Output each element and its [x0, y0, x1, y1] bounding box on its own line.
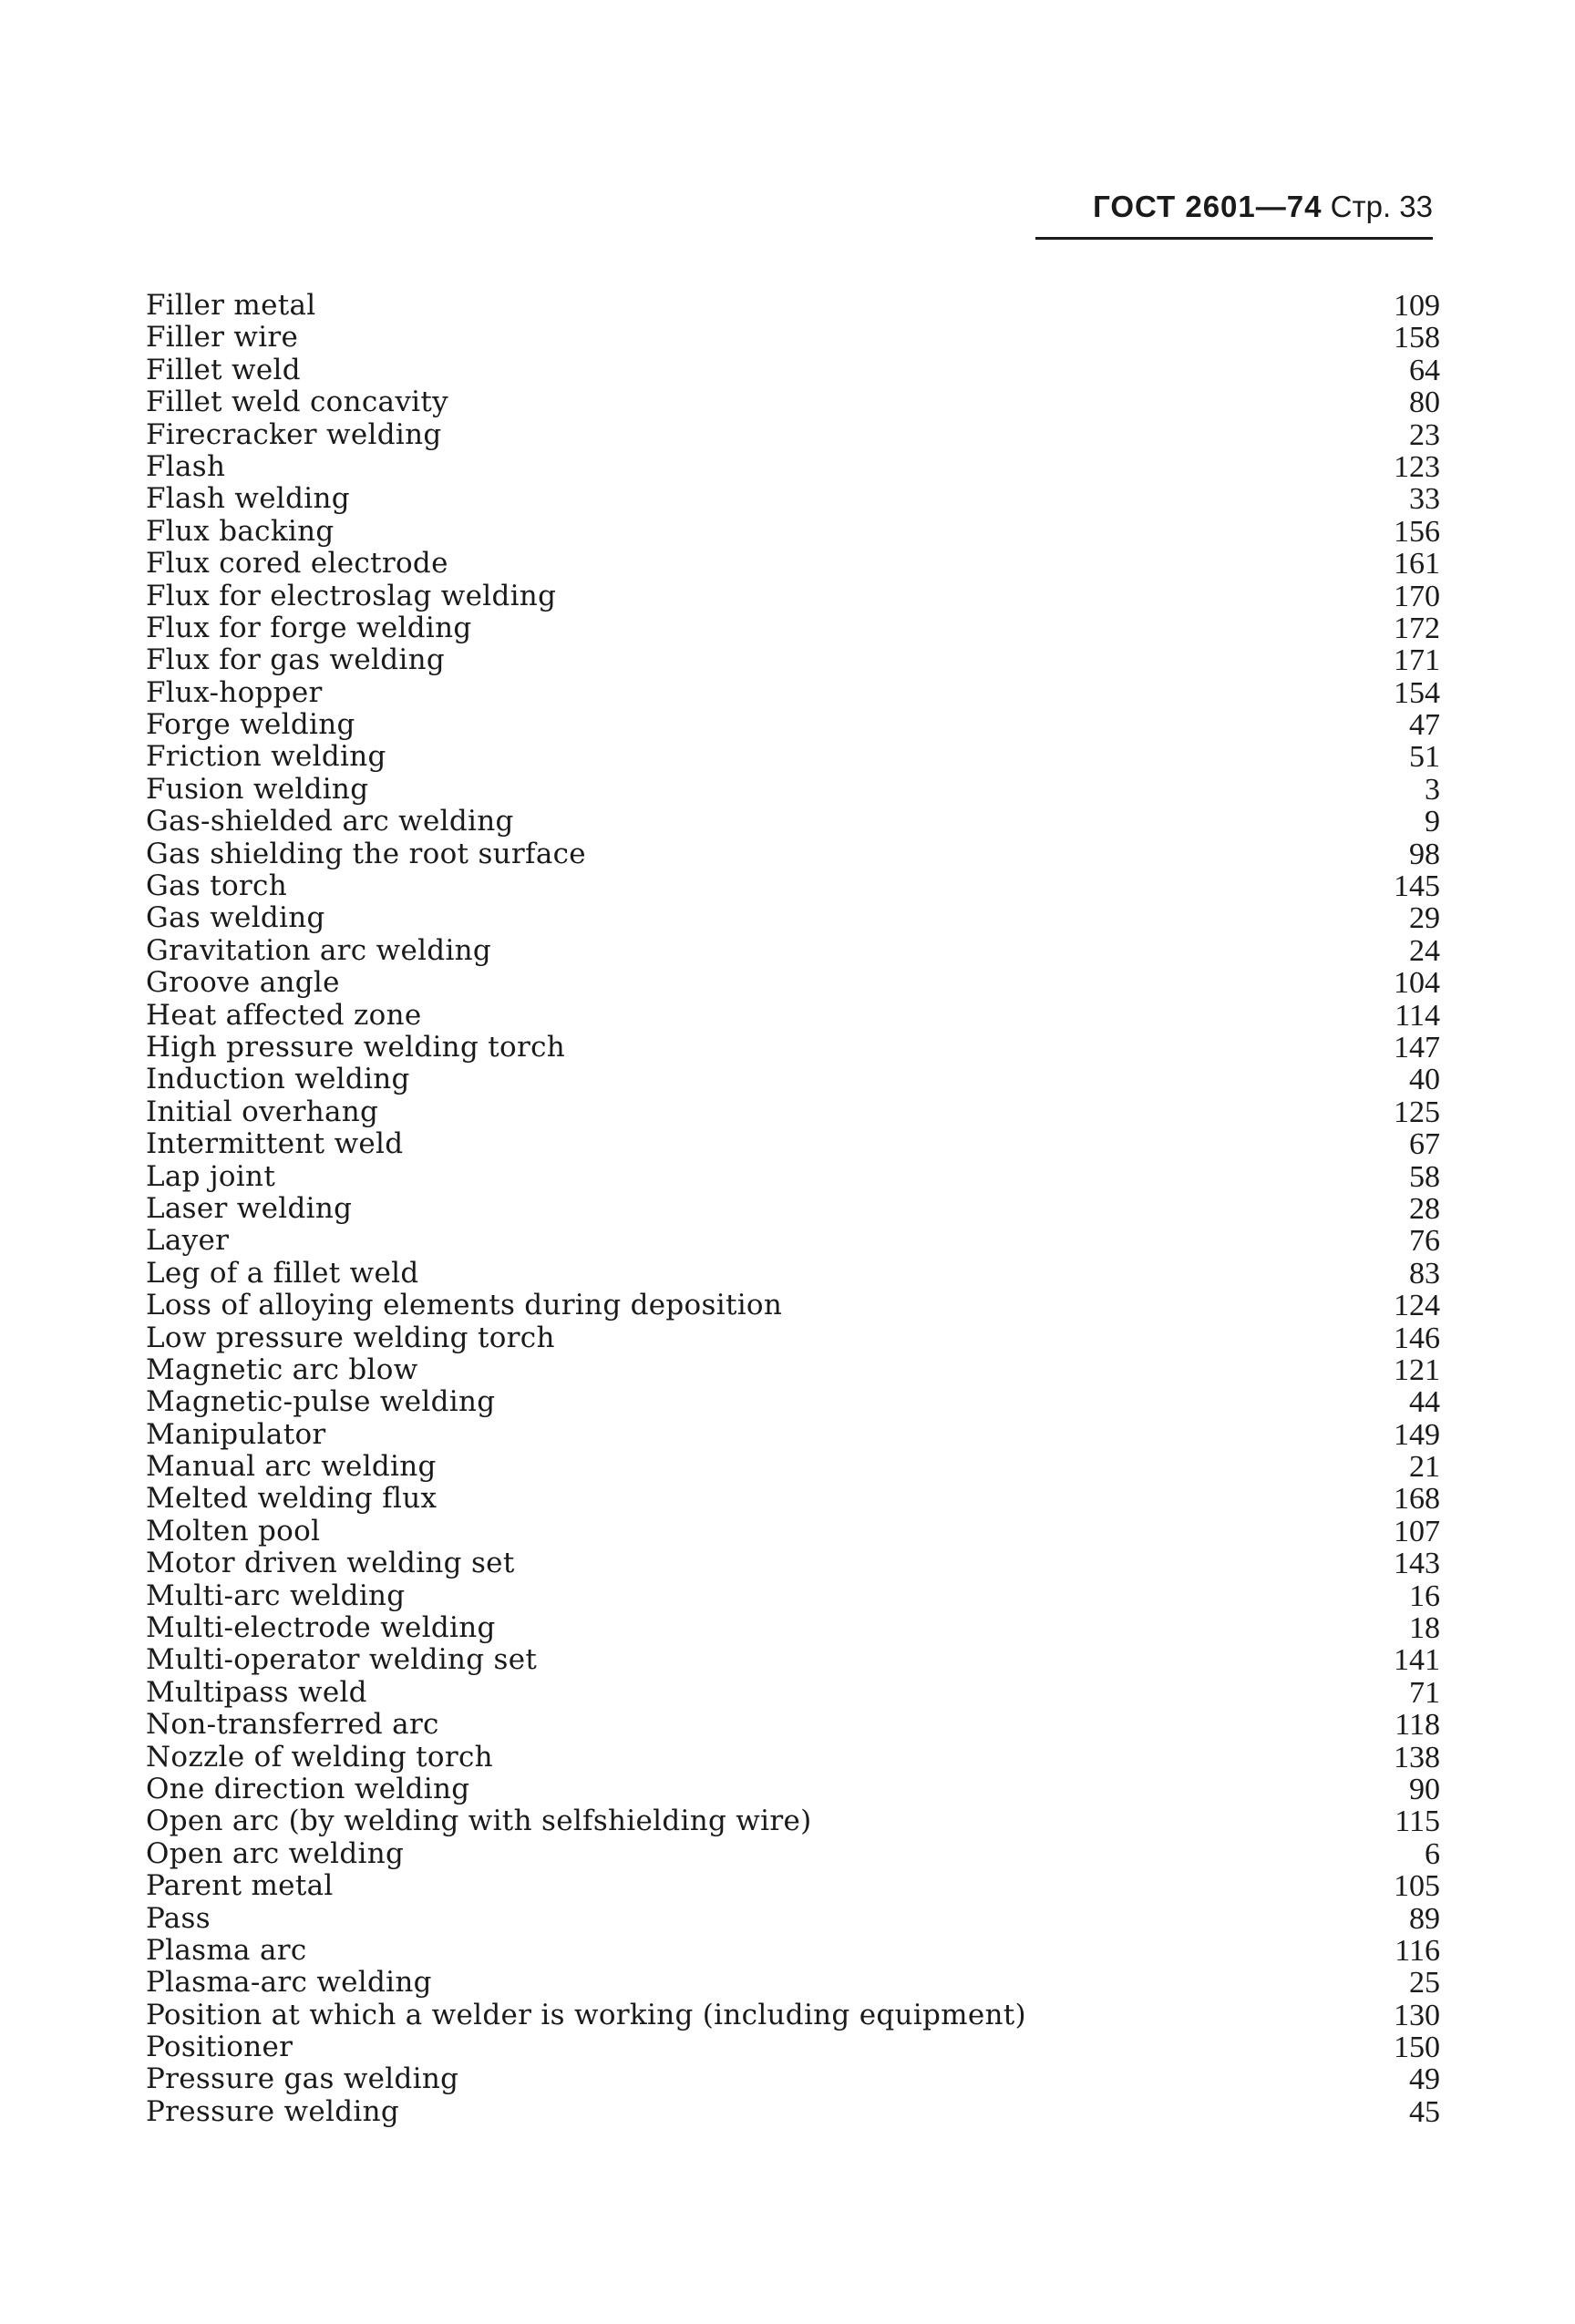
entry-number: 105	[1394, 1869, 1440, 1904]
entry-number: 71	[1409, 1675, 1440, 1710]
index-entry	[146, 838, 1440, 870]
entry-number: 58	[1409, 1159, 1440, 1194]
index-entry	[146, 1000, 1440, 1032]
index-entry	[146, 1967, 1440, 1999]
index-entry	[146, 1128, 1440, 1160]
index-entry	[146, 1322, 1440, 1354]
page-header	[1030, 190, 1433, 224]
index-entry	[146, 870, 1440, 902]
entry-term: Multipass weld	[146, 1675, 367, 1709]
entry-number: 138	[1394, 1740, 1440, 1774]
index-entry	[146, 355, 1440, 386]
entry-term: Filler metal	[146, 289, 316, 322]
entry-number: 156	[1394, 514, 1440, 549]
entry-number: 16	[1409, 1578, 1440, 1613]
entry-term: Pass	[146, 1901, 211, 1935]
entry-number: 114	[1395, 998, 1440, 1033]
entry-number: 154	[1394, 675, 1440, 710]
index-entry	[146, 548, 1440, 580]
entry-number: 109	[1394, 289, 1440, 323]
entry-term: Parent metal	[146, 1869, 334, 1903]
standard-number: ГОСТ 2601—74	[1093, 190, 1323, 223]
entry-number: 21	[1409, 1450, 1440, 1485]
entry-term: Magnetic-pulse welding	[146, 1385, 496, 1419]
entry-term: Pressure gas welding	[146, 2062, 459, 2096]
entry-term: Leg of a fillet weld	[146, 1256, 419, 1290]
entry-number: 18	[1409, 1611, 1440, 1646]
entry-number: 130	[1394, 1998, 1440, 2032]
entry-number: 170	[1394, 579, 1440, 613]
index-entry	[146, 1903, 1440, 1935]
entry-term: Filler wire	[146, 321, 299, 355]
index-list	[146, 290, 1440, 2128]
entry-number: 33	[1409, 482, 1440, 517]
index-entry	[146, 1419, 1440, 1451]
entry-number: 161	[1394, 547, 1440, 581]
entry-number: 104	[1394, 966, 1440, 1001]
entry-number: 24	[1409, 933, 1440, 968]
entry-number: 45	[1409, 2094, 1440, 2129]
entry-number: 115	[1395, 1805, 1440, 1839]
index-entry	[146, 1612, 1440, 1644]
entry-term: Induction welding	[146, 1063, 410, 1096]
index-entry	[146, 1580, 1440, 1612]
entry-term: Lap joint	[146, 1159, 276, 1193]
entry-number: 51	[1409, 740, 1440, 775]
entry-term: Friction welding	[146, 740, 386, 774]
entry-number: 116	[1395, 1933, 1440, 1968]
index-entry	[146, 1032, 1440, 1064]
entry-number: 123	[1394, 449, 1440, 484]
index-entry	[146, 774, 1440, 806]
index-entry	[146, 322, 1440, 354]
index-entry	[146, 677, 1440, 709]
entry-number: 23	[1409, 417, 1440, 452]
entry-term: Forge welding	[146, 708, 355, 742]
entry-number: 3	[1425, 772, 1440, 807]
index-entry	[146, 581, 1440, 612]
index-entry	[146, 386, 1440, 418]
index-entry	[146, 612, 1440, 644]
entry-number: 147	[1394, 1030, 1440, 1064]
index-entry	[146, 709, 1440, 741]
entry-term: Heat affected zone	[146, 998, 422, 1032]
index-entry	[146, 1096, 1440, 1128]
entry-number: 141	[1394, 1643, 1440, 1678]
index-entry	[146, 1774, 1440, 1805]
entry-number: 146	[1394, 1321, 1440, 1355]
entry-number: 150	[1394, 2031, 1440, 2065]
entry-term: Open arc welding	[146, 1836, 405, 1870]
entry-term: Positioner	[146, 2031, 293, 2064]
index-entry	[146, 290, 1440, 322]
entry-term: Laser welding	[146, 1191, 353, 1225]
index-entry	[146, 419, 1440, 451]
entry-number: 40	[1409, 1063, 1440, 1097]
index-entry	[146, 1290, 1440, 1321]
entry-term: Manipulator	[146, 1417, 326, 1451]
entry-term: Melted welding flux	[146, 1482, 438, 1516]
index-entry	[146, 935, 1440, 967]
entry-term: Fusion welding	[146, 772, 369, 806]
entry-number: 49	[1409, 2062, 1440, 2097]
index-entry	[146, 1548, 1440, 1579]
entry-number: 125	[1394, 1095, 1440, 1129]
entry-term: Flux for electroslag welding	[146, 579, 557, 612]
entry-term: Intermittent weld	[146, 1127, 404, 1161]
entry-number: 143	[1394, 1547, 1440, 1581]
entry-term: Magnetic arc blow	[146, 1352, 418, 1386]
index-entry	[146, 2063, 1440, 2095]
index-entry	[146, 516, 1440, 548]
index-entry	[146, 1677, 1440, 1709]
entry-term: Groove angle	[146, 966, 340, 1000]
index-entry	[146, 1225, 1440, 1257]
entry-number: 90	[1409, 1772, 1440, 1806]
index-entry	[146, 1064, 1440, 1095]
entry-number: 168	[1394, 1482, 1440, 1517]
entry-term: Multi-operator welding set	[146, 1643, 538, 1677]
entry-number: 47	[1409, 708, 1440, 743]
index-entry	[146, 451, 1440, 483]
entry-term: Layer	[146, 1224, 230, 1258]
entry-number: 28	[1409, 1191, 1440, 1226]
index-entry	[146, 967, 1440, 999]
header-rule	[1035, 237, 1433, 240]
entry-term: Motor driven welding set	[146, 1547, 515, 1580]
entry-number: 89	[1409, 1901, 1440, 1936]
index-entry	[146, 1805, 1440, 1837]
entry-term: Gas shielding the root surface	[146, 837, 586, 870]
entry-number: 29	[1409, 901, 1440, 936]
entry-term: Gas-shielded arc welding	[146, 805, 514, 838]
entry-number: 83	[1409, 1256, 1440, 1291]
index-entry	[146, 1451, 1440, 1483]
entry-term: Gas torch	[146, 869, 287, 903]
index-entry	[146, 1742, 1440, 1774]
entry-number: 145	[1394, 869, 1440, 904]
index-entry	[146, 1516, 1440, 1548]
entry-term: Flux for gas welding	[146, 643, 445, 677]
index-entry	[146, 741, 1440, 773]
entry-number: 107	[1394, 1514, 1440, 1548]
entry-number: 118	[1395, 1708, 1440, 1743]
index-entry	[146, 1870, 1440, 1902]
entry-term: Plasma-arc welding	[146, 1966, 432, 2000]
entry-number: 149	[1394, 1417, 1440, 1452]
index-entry	[146, 806, 1440, 838]
index-entry	[146, 1354, 1440, 1386]
entry-term: Flux cored electrode	[146, 547, 448, 581]
page-number: Стр. 33	[1330, 190, 1433, 223]
entry-term: Flux-hopper	[146, 675, 323, 709]
entry-number: 76	[1409, 1224, 1440, 1259]
entry-term: Loss of alloying elements during deposition	[146, 1289, 783, 1322]
entry-term: Flux backing	[146, 514, 335, 548]
index-entry	[146, 1644, 1440, 1676]
entry-number: 67	[1409, 1127, 1440, 1162]
entry-term: Open arc (by welding with selfshielding wire)	[146, 1805, 812, 1838]
index-entry	[146, 1386, 1440, 1418]
index-entry	[146, 1935, 1440, 1967]
entry-term: Position at which a welder is working (including equipment)	[146, 1998, 1026, 2031]
index-entry	[146, 644, 1440, 676]
index-entry	[146, 1161, 1440, 1193]
entry-term: Firecracker welding	[146, 417, 442, 451]
entry-term: Manual arc welding	[146, 1450, 437, 1484]
entry-term: High pressure welding torch	[146, 1030, 566, 1064]
entry-number: 171	[1394, 643, 1440, 678]
index-entry	[146, 2031, 1440, 2063]
entry-term: One direction welding	[146, 1772, 470, 1805]
index-entry	[146, 2096, 1440, 2128]
entry-term: Fillet weld concavity	[146, 386, 448, 419]
entry-number: 158	[1394, 321, 1440, 355]
index-entry	[146, 1483, 1440, 1515]
entry-term: Pressure welding	[146, 2094, 399, 2128]
entry-term: Fillet weld	[146, 353, 301, 386]
entry-number: 25	[1409, 1966, 1440, 2000]
entry-number: 80	[1409, 386, 1440, 420]
entry-term: Nozzle of welding torch	[146, 1740, 493, 1774]
entry-term: Multi-electrode welding	[146, 1611, 496, 1645]
entry-term: Plasma arc	[146, 1933, 307, 1967]
index-entry	[146, 1709, 1440, 1741]
index-entry	[146, 1838, 1440, 1870]
entry-number: 172	[1394, 611, 1440, 645]
entry-term: Flux for forge welding	[146, 611, 472, 644]
entry-term: Low pressure welding torch	[146, 1321, 555, 1354]
index-entry	[146, 1258, 1440, 1290]
entry-term: Flash welding	[146, 482, 350, 516]
entry-number: 121	[1394, 1352, 1440, 1387]
entry-number: 6	[1425, 1836, 1440, 1871]
index-entry	[146, 483, 1440, 515]
entry-number: 64	[1409, 353, 1440, 387]
entry-term: Gas welding	[146, 901, 325, 935]
index-entry	[146, 1193, 1440, 1225]
entry-term: Molten pool	[146, 1514, 321, 1548]
entry-term: Initial overhang	[146, 1095, 379, 1128]
entry-number: 124	[1394, 1289, 1440, 1323]
entry-term: Gravitation arc welding	[146, 933, 492, 967]
entry-number: 44	[1409, 1385, 1440, 1420]
entry-term: Flash	[146, 449, 226, 483]
entry-number: 98	[1409, 837, 1440, 871]
entry-number: 9	[1425, 805, 1440, 839]
index-entry	[146, 902, 1440, 934]
index-entry	[146, 2000, 1440, 2031]
entry-term: Multi-arc welding	[146, 1578, 406, 1612]
entry-term: Non-transferred arc	[146, 1708, 439, 1742]
